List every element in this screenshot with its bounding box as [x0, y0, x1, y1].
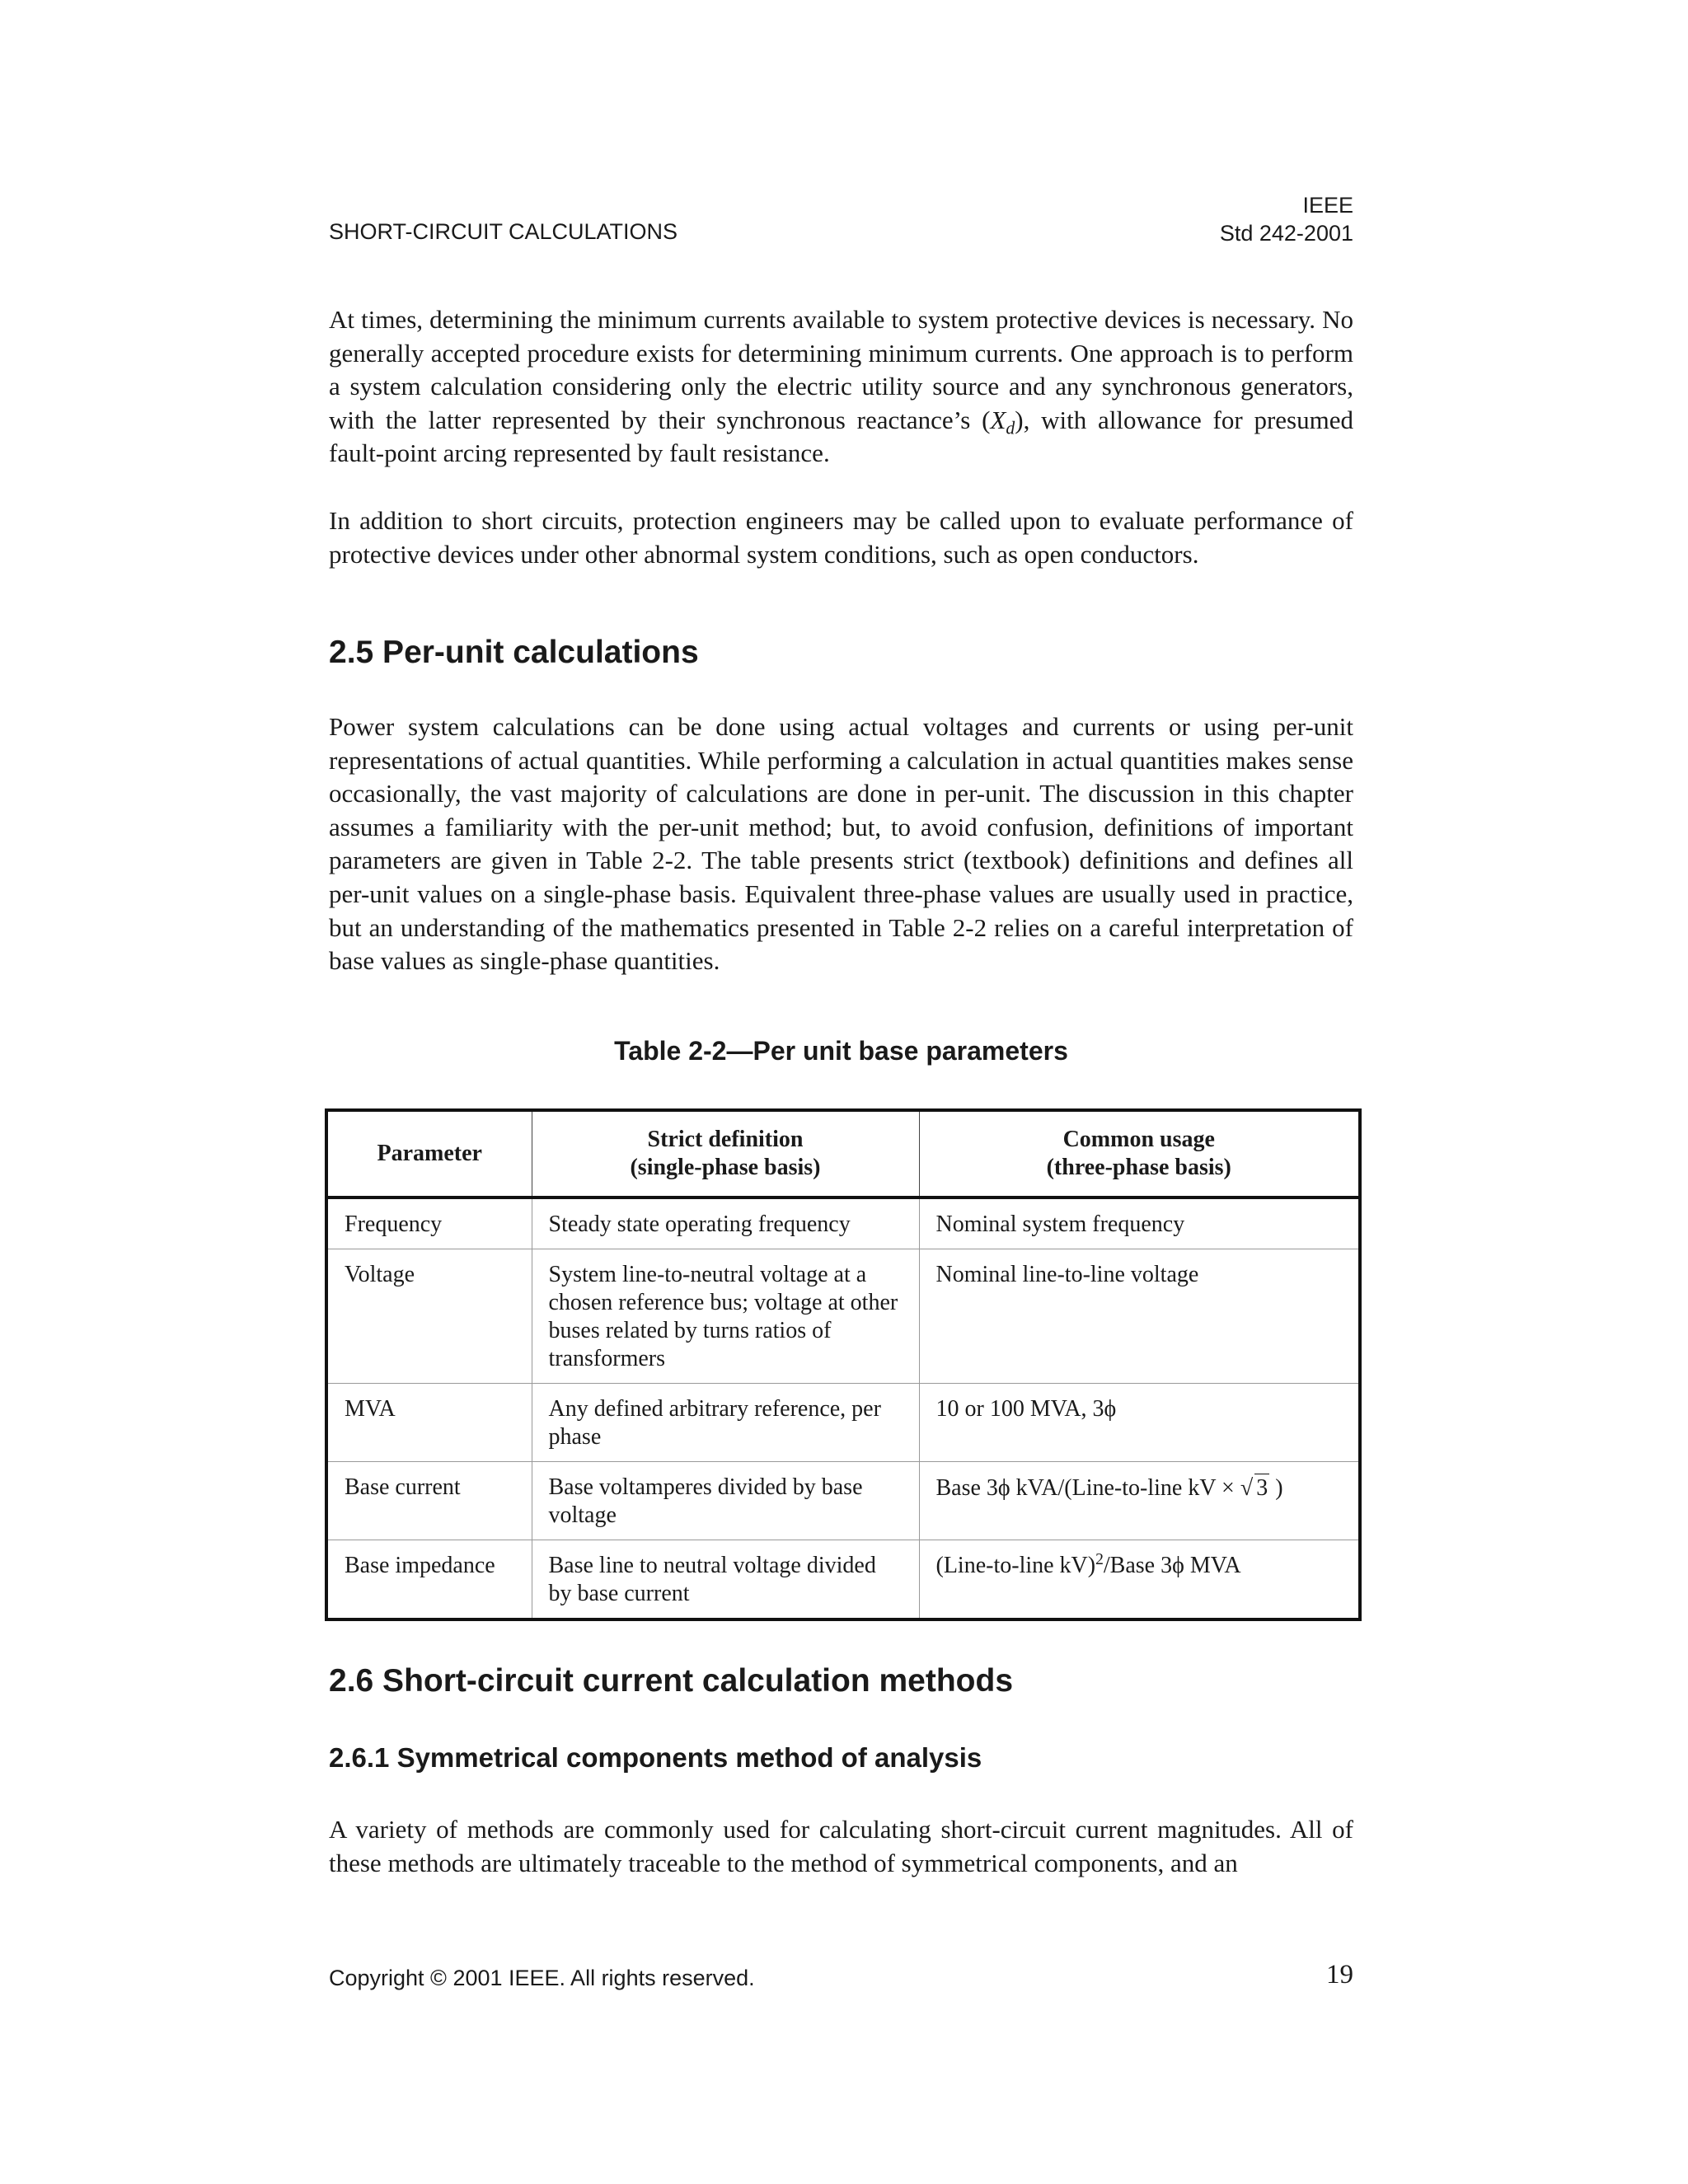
- cell-common-usage: Nominal line-to-line voltage: [919, 1249, 1360, 1384]
- running-header: [329, 191, 1353, 249]
- table-row: [326, 1462, 1360, 1540]
- paragraph-abnormal-conditions: In addition to short circuits, protection engineers may be called upon to evaluate performance of protective devices under other abnormal system conditions, such as open conductors.: [329, 506, 1353, 569]
- square-root-argument: 3: [1256, 1475, 1268, 1501]
- square-root-sign: √: [1240, 1475, 1254, 1501]
- column-header-parameter: Parameter: [326, 1110, 532, 1197]
- cell-strict-definition: Base line to neutral voltage divided by base current: [532, 1540, 919, 1620]
- table-header-row: [326, 1110, 1360, 1197]
- running-header-org: IEEE: [1302, 193, 1353, 218]
- section-heading-2-5: 2.5 Per-unit calculations: [329, 635, 699, 670]
- base-impedance-formula-post: /Base 3ϕ MVA: [1103, 1553, 1241, 1578]
- header-common-line2: (three-phase basis): [1046, 1155, 1231, 1180]
- p1-subscript: d: [1006, 418, 1015, 438]
- column-header-strict-definition: [532, 1110, 919, 1197]
- section-heading-2-6: 2.6 Short-circuit current calculation methods: [329, 1663, 1014, 1699]
- base-current-formula-post: ): [1269, 1475, 1283, 1501]
- header-strict-line1: Strict definition: [647, 1127, 804, 1152]
- table-row: [326, 1197, 1360, 1249]
- table-row: [326, 1249, 1360, 1384]
- section-heading-2-6-1: 2.6.1 Symmetrical components method of analysis: [329, 1742, 982, 1773]
- p1-text-post: ), with allowance for presumed fault-point arcing represented by fault resistance.: [329, 405, 1353, 468]
- p1-variable: X: [990, 405, 1006, 434]
- base-current-formula-pre: Base 3ϕ kVA/(Line-to-line kV ×: [935, 1475, 1240, 1501]
- cell-parameter: MVA: [326, 1384, 532, 1462]
- running-header-std-number: Std 242-2001: [1219, 221, 1353, 246]
- cell-parameter: Base current: [326, 1462, 532, 1540]
- paragraph-symmetrical-components: A variety of methods are commonly used for calculating short-circuit current magnitudes. All of these methods are ultimately traceable to the method of symmetrical components, and an: [329, 1815, 1353, 1877]
- cell-strict-definition: Any defined arbitrary reference, per phase: [532, 1384, 919, 1462]
- table-row: [326, 1540, 1360, 1620]
- per-unit-parameters-table: [325, 1108, 1362, 1621]
- cell-common-usage: Nominal system frequency: [919, 1197, 1360, 1249]
- cell-parameter: Frequency: [326, 1197, 532, 1249]
- footer-copyright: Copyright © 2001 IEEE. All rights reserved.: [329, 1966, 755, 1990]
- header-common-line1: Common usage: [1062, 1127, 1215, 1152]
- page-number: 19: [1326, 1960, 1353, 1990]
- cell-strict-definition: Steady state operating frequency: [532, 1197, 919, 1249]
- running-header-title: SHORT-CIRCUIT CALCULATIONS: [329, 219, 678, 244]
- cell-strict-definition: Base voltamperes divided by base voltage: [532, 1462, 919, 1540]
- cell-parameter: Voltage: [326, 1249, 532, 1384]
- cell-common-usage: 10 or 100 MVA, 3ϕ: [919, 1384, 1360, 1462]
- paragraph-per-unit: Power system calculations can be done using actual voltages and currents or using per-unit representations of actual quantities. While performing a calculation in actual quantities makes sense occasionally, the vast majority of calculations are done in per-unit. The discussion in this chapter assumes a familiarity with the per-unit method; but, to avoid confusion, definitions of important parameters are given in Table 2-2. The table presents strict (textbook) definitions and defines all per-unit values on a single-phase basis. Equivalent three-phase values are usually used in practice, but an understanding of the mathematics presented in Table 2-2 relies on a careful interpretation of base values as single-phase quantities.: [329, 712, 1353, 976]
- running-header-standard: [1220, 191, 1353, 247]
- paragraph-minimum-currents: [329, 303, 1353, 471]
- cell-parameter: Base impedance: [326, 1540, 532, 1620]
- cell-strict-definition: System line-to-neutral voltage at a chosen reference bus; voltage at other buses related by turns ratios of transformers: [532, 1249, 919, 1384]
- header-strict-line2: (single-phase basis): [630, 1155, 821, 1180]
- cell-common-usage: [919, 1540, 1360, 1620]
- column-header-common-usage: [919, 1110, 1360, 1197]
- cell-common-usage: [919, 1462, 1360, 1540]
- superscript-squared: 2: [1095, 1551, 1104, 1569]
- table-caption: Table 2-2—Per unit base parameters: [614, 1036, 1068, 1066]
- base-impedance-formula-pre: (Line-to-line kV): [935, 1553, 1096, 1578]
- p1-text-pre: At times, determining the minimum currents available to system protective devices is necessary. No generally accepted procedure exists for determining minimum currents. One approach is to perform a system calculation considering only the electric utility source and any synchronous generators, with the latter represented by their synchronous reactance’s (: [329, 305, 1353, 434]
- table-row: [326, 1384, 1360, 1462]
